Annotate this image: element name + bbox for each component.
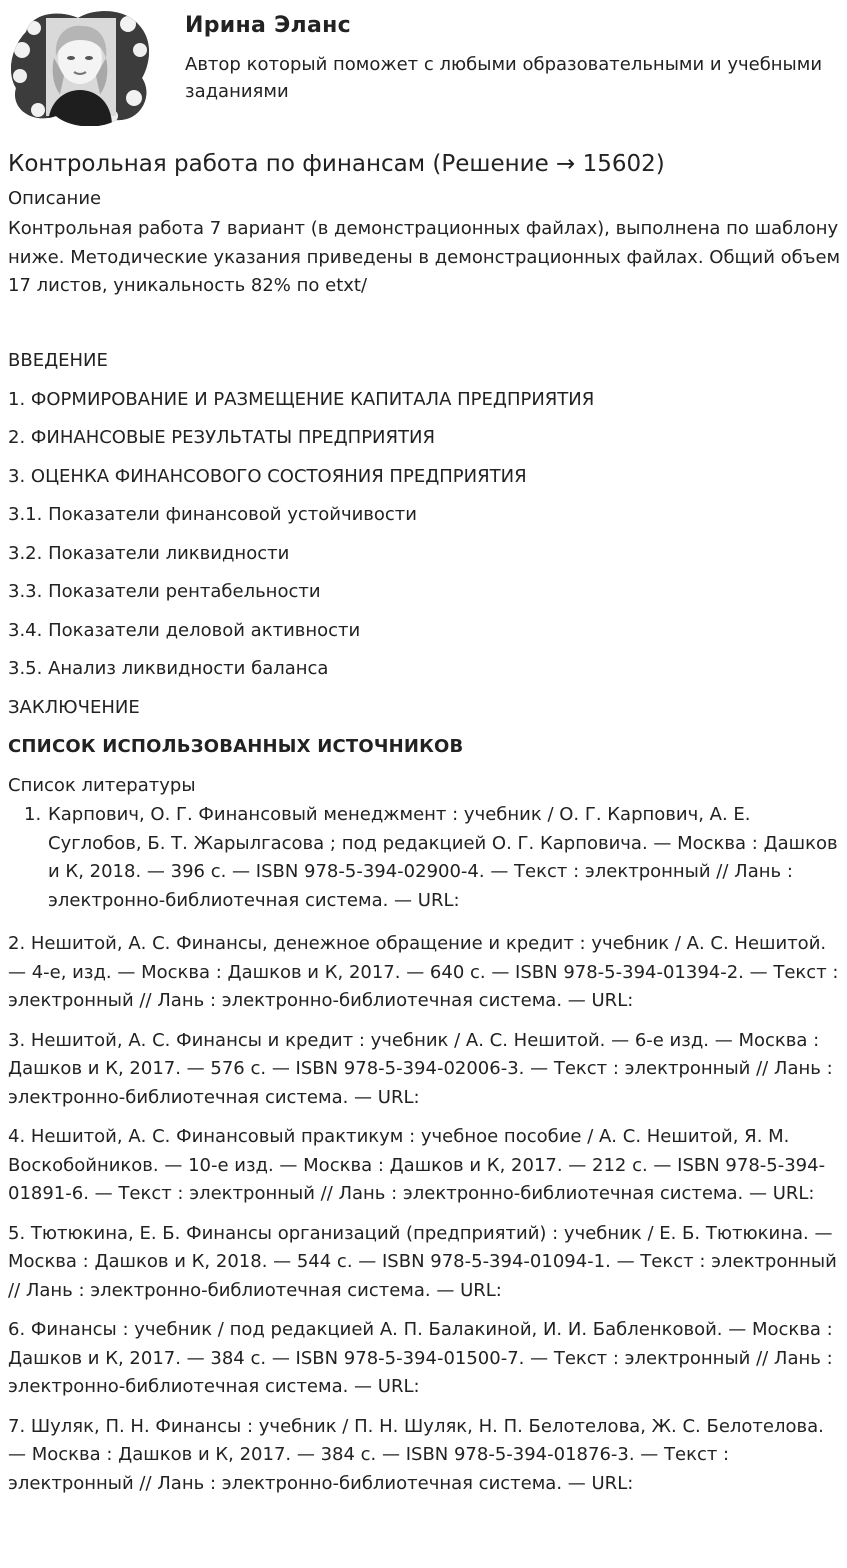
reference-text: Карпович, О. Г. Финансовый менеджмент : учебник / О. Г. Карпович, А. Е. Суглобов, Б. Т. Жарылгасова ; под редакцией О. Г. Карповича. — Москва : Дашков и К, 2018. — 396 с. — ISBN 978-5-394-02900-4. — Текст : электронный // Лань : электронно-библиотечная система. — URL: (48, 804, 838, 911)
reference-item (24, 801, 844, 915)
toc-item: 3.3. Показатели рентабельности (8, 581, 321, 602)
reference-item: 3. Нешитой, А. С. Финансы и кредит : учебник / А. С. Нешитой. — 6-е изд. — Москва : Дашков и К, 2017. — 576 с. — ISBN 978-5-394-02006-3. — Текст : электронный // Лань : электронно-библиотечная система. — URL: (8, 1029, 833, 1108)
toc-item: ВВЕДЕНИЕ (8, 350, 108, 371)
reference-item: 7. Шуляк, П. Н. Финансы : учебник / П. Н. Шуляк, Н. П. Белотелова, Ж. С. Белотелова. — Москва : Дашков и К, 2017. — 384 с. — ISBN 978-5-394-01876-3. — Текст : электронный // Лань : электронно-библиотечная система. — URL: (8, 1415, 824, 1494)
literature-label: Список литературы (8, 775, 196, 796)
reference-number: 1. (24, 804, 42, 825)
toc-item: 2. ФИНАНСОВЫЕ РЕЗУЛЬТАТЫ ПРЕДПРИЯТИЯ (8, 427, 435, 448)
work-title: Контрольная работа по финансам (Решение → 15602) (8, 151, 665, 177)
page (8, 0, 841, 1494)
reference-list (8, 930, 843, 1509)
author-description: Автор который поможет с любыми образовательными и учебными заданиями (185, 54, 823, 102)
sources-heading: СПИСОК ИСПОЛЬЗОВАННЫХ ИСТОЧНИКОВ (8, 736, 464, 757)
toc-item: 3.1. Показатели финансовой устойчивости (8, 504, 417, 525)
toc-item: 1. ФОРМИРОВАНИЕ И РАЗМЕЩЕНИЕ КАПИТАЛА ПРЕДПРИЯТИЯ (8, 388, 595, 410)
toc-item: ЗАКЛЮЧЕНИЕ (8, 696, 140, 718)
reference-item: 4. Нешитой, А. С. Финансовый практикум : учебное пособие / А. С. Нешитой, Я. М. Воскобойников. — 10-е изд. — Москва : Дашков и К, 2017. — 212 с. — ISBN 978-5-394-01891-6. — Текст : электронный // Лань : электронно-библиотечная система. — URL: (8, 1126, 826, 1204)
description-label: Описание (8, 188, 102, 209)
table-of-contents (8, 349, 594, 734)
reference-item: 6. Финансы : учебник / под редакцией А. П. Балакиной, И. И. Бабленковой. — Москва : Дашков и К, 2017. — 384 с. — ISBN 978-5-394-01500-7. — Текст : электронный // Лань : электронно-библиотечная система. — URL: (8, 1319, 833, 1397)
reference-item: 2. Нешитой, А. С. Финансы, денежное обращение и кредит : учебник / А. С. Нешитой. — 4-е, изд. — Москва : Дашков и К, 2017. — 640 с. — ISBN 978-5-394-01394-2. — Текст : электронный // Лань : электронно-библиотечная система. — URL: (8, 933, 839, 1011)
author-avatar[interactable] (8, 6, 153, 126)
reference-item: 5. Тютюкина, Е. Б. Финансы организаций (предприятий) : учебник / Е. Б. Тютюкина. — Москва : Дашков и К, 2018. — 544 с. — ISBN 978-5-394-01094-1. — Текст : электронный // Лань : электронно-библиотечная система. — URL: (8, 1222, 837, 1301)
toc-item: 3.2. Показатели ликвидности (8, 542, 290, 564)
description-text: Контрольная работа 7 вариант (в демонстрационных файлах), выполнена по шаблону ниже. Методические указания приведены в демонстрационных файлах. Общий объем 17 листов, уникальность 82% по etxt/ (8, 218, 841, 296)
toc-item: 3.5. Анализ ликвидности баланса (8, 658, 329, 679)
author-card (8, 0, 840, 130)
toc-item: 3.4. Показатели деловой активности (8, 619, 361, 641)
author-name[interactable]: Ирина Эланс (185, 13, 351, 38)
toc-item: 3. ОЦЕНКА ФИНАНСОВОГО СОСТОЯНИЯ ПРЕДПРИЯТИЯ (8, 465, 527, 487)
